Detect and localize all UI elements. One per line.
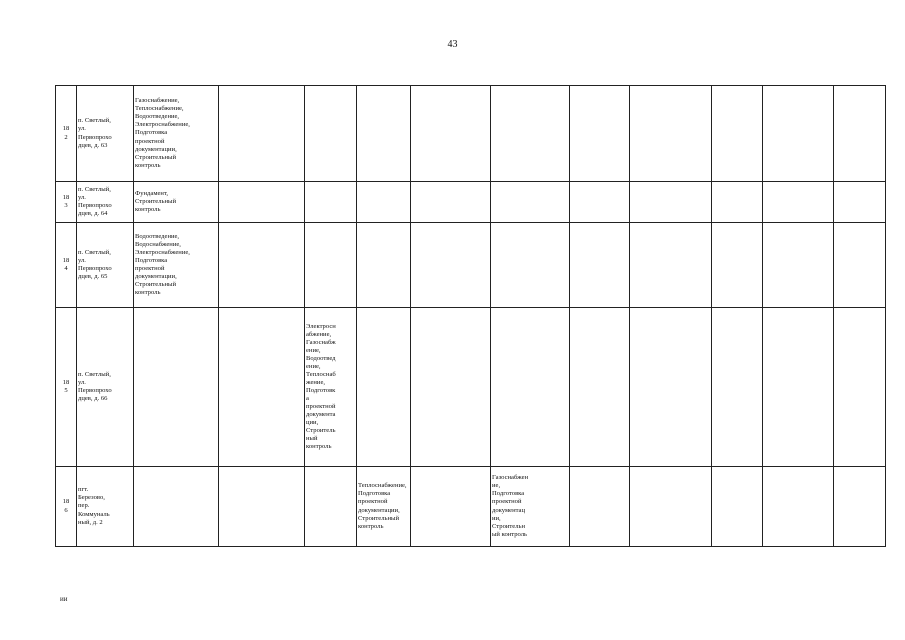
- works-cell: [305, 223, 357, 308]
- works-cell: [570, 182, 630, 223]
- address-cell: п. Светлый, ул. Первопрохо дцев, д. 64: [77, 182, 134, 223]
- row-number: 18 6: [56, 467, 77, 547]
- row-number: 18 4: [56, 223, 77, 308]
- works-cell: [411, 308, 491, 467]
- works-cell: [834, 308, 886, 467]
- works-cell: [712, 182, 763, 223]
- works-cell: [357, 223, 411, 308]
- row-number: 18 2: [56, 86, 77, 182]
- table-row: [56, 86, 886, 182]
- works-cell: [219, 182, 305, 223]
- works-cell: [219, 86, 305, 182]
- works-cell: [763, 467, 834, 547]
- works-cell: [712, 467, 763, 547]
- works-cell: [219, 467, 305, 547]
- works-cell: [411, 223, 491, 308]
- page-number: 43: [447, 39, 458, 50]
- works-cell: [834, 467, 886, 547]
- works-cell: [357, 182, 411, 223]
- works-cell: [491, 308, 570, 467]
- works-cell: [763, 223, 834, 308]
- works-cell: [570, 86, 630, 182]
- table-row: [56, 182, 886, 223]
- works-cell: [630, 223, 712, 308]
- works-cell: Газоснабжен ие, Подготовка проектной документац ии, Строительн ый контроль: [491, 467, 570, 547]
- table-row: [56, 223, 886, 308]
- works-cell: [763, 308, 834, 467]
- works-cell: [305, 86, 357, 182]
- works-cell: [491, 223, 570, 308]
- works-cell: [411, 86, 491, 182]
- works-cell: [834, 182, 886, 223]
- works-cell: Водоотведение, Водоснабжение, Электроснабжение, Подготовка проектной документации, Строительный контроль: [134, 223, 219, 308]
- works-cell: [834, 223, 886, 308]
- works-cell: [219, 223, 305, 308]
- works-cell: [305, 182, 357, 223]
- works-cell: [763, 86, 834, 182]
- works-cell: [712, 223, 763, 308]
- works-cell: [570, 467, 630, 547]
- works-cell: [491, 86, 570, 182]
- works-cell: [834, 86, 886, 182]
- works-cell: [305, 467, 357, 547]
- works-cell: [712, 86, 763, 182]
- works-cell: [491, 182, 570, 223]
- works-cell: [630, 308, 712, 467]
- works-cell: Теплоснабжение, Подготовка проектной документации, Строительный контроль: [357, 467, 411, 547]
- works-cell: [357, 308, 411, 467]
- works-cell: [357, 86, 411, 182]
- works-cell: [630, 467, 712, 547]
- works-cell: Газоснабжение, Теплоснабжение, Водоотведение, Электроснабжение, Подготовка проектной документации, Строительный контроль: [134, 86, 219, 182]
- works-cell: [570, 223, 630, 308]
- table-row: [56, 467, 886, 547]
- works-cell: [411, 467, 491, 547]
- row-number: 18 5: [56, 308, 77, 467]
- table-row: [56, 308, 886, 467]
- works-cell: [630, 182, 712, 223]
- address-cell: пгт. Березово, пер. Коммуналь ный, д. 2: [77, 467, 134, 547]
- works-cell: [134, 308, 219, 467]
- works-cell: [219, 308, 305, 467]
- works-cell: [570, 308, 630, 467]
- address-cell: п. Светлый, ул. Первопрохо дцев, д. 66: [77, 308, 134, 467]
- address-cell: п. Светлый, ул. Первопрохо дцев, д. 63: [77, 86, 134, 182]
- address-cell: п. Светлый, ул. Первопрохо дцев, д. 65: [77, 223, 134, 308]
- works-cell: [630, 86, 712, 182]
- row-number: 18 3: [56, 182, 77, 223]
- footer-mark: ии: [60, 595, 68, 603]
- works-cell: Электросн абжение, Газоснабж ение, Водоотвед ение, Теплоснаб жение, Подготовк а проектной документа ции, Строитель ный контроль: [305, 308, 357, 467]
- works-cell: [134, 467, 219, 547]
- works-cell: [712, 308, 763, 467]
- works-cell: Фундамент, Строительный контроль: [134, 182, 219, 223]
- works-cell: [411, 182, 491, 223]
- works-cell: [763, 182, 834, 223]
- capital-repair-table: [55, 85, 886, 547]
